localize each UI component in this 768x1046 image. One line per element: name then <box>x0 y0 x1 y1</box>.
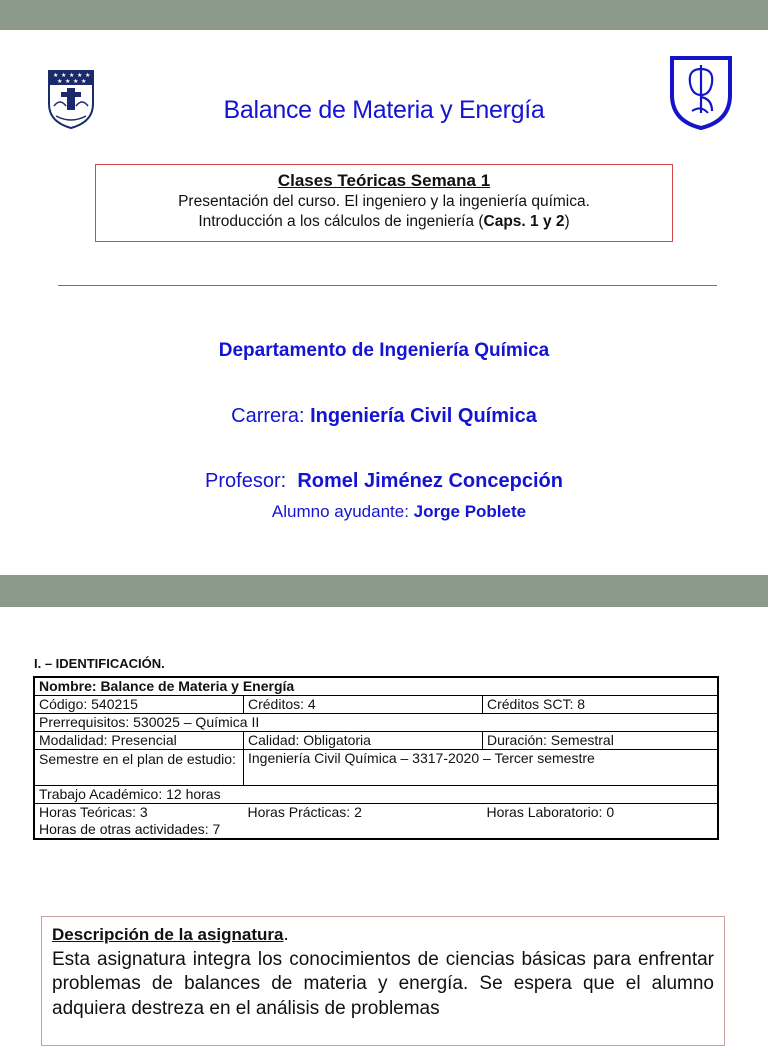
other-hours-cell: Horas de otras actividades: 7 <box>34 821 718 839</box>
course-name-cell: Nombre: Balance de Materia y Energía <box>34 677 718 696</box>
description-title: Descripción de la asignatura <box>52 925 284 944</box>
svg-text:★: ★ <box>85 72 91 79</box>
credits-cell: Créditos: 4 <box>244 696 483 714</box>
table-row <box>34 677 718 696</box>
professor-line <box>0 470 768 493</box>
practice-hours-cell: Horas Prácticas: 2 <box>244 804 483 822</box>
table-row <box>34 821 718 839</box>
theory-hours-cell: Horas Teóricas: 3 <box>34 804 244 822</box>
week-line-2-prefix: Introducción a los cálculos de ingeniería ( <box>198 213 484 230</box>
lab-hours-cell: Horas Laboratorio: 0 <box>483 804 719 822</box>
professor-label: Profesor: <box>205 470 298 492</box>
week-line-1: Presentación del curso. El ingeniero y la ingeniería química. <box>178 193 590 210</box>
faculty-monogram-icon <box>668 55 734 131</box>
svg-text:★: ★ <box>65 78 71 85</box>
middle-band <box>0 575 768 607</box>
prerequisites-cell: Prerrequisitos: 530025 – Química II <box>34 714 718 732</box>
assistant-value: Jorge Poblete <box>413 502 527 521</box>
slide-title: Balance de Materia y Energía <box>223 96 545 124</box>
sct-credits-cell: Créditos SCT: 8 <box>483 696 719 714</box>
svg-text:★: ★ <box>57 78 63 85</box>
table-row <box>34 786 718 804</box>
academic-work-cell: Trabajo Académico: 12 horas <box>34 786 718 804</box>
duration-cell: Duración: Semestral <box>483 732 719 750</box>
course-code-cell: Código: 540215 <box>34 696 244 714</box>
week-title: Clases Teóricas Semana 1 <box>277 171 491 190</box>
svg-text:★: ★ <box>73 78 79 85</box>
professor-value: Romel Jiménez Concepción <box>297 470 563 492</box>
table-row <box>34 804 718 822</box>
table-row <box>34 714 718 732</box>
department-name: Departamento de Ingeniería Química <box>218 340 550 361</box>
top-band <box>0 0 768 30</box>
assistant-label: Alumno ayudante: <box>271 502 414 521</box>
week-box <box>95 164 673 242</box>
description-box <box>41 916 725 1046</box>
quality-cell: Calidad: Obligatoria <box>244 732 483 750</box>
svg-text:★: ★ <box>61 72 67 79</box>
table-row <box>34 696 718 714</box>
semester-value-cell: Ingeniería Civil Química – 3317-2020 – Tercer semestre <box>244 750 719 786</box>
career-label: Carrera: <box>231 405 311 427</box>
svg-text:★: ★ <box>77 72 83 79</box>
svg-text:★: ★ <box>53 72 59 79</box>
description-text: Esta asignatura integra los conocimientos de ciencias básicas para enfrentar problemas de balances de materia y energía. Se espera que el alumno adquiera destreza en el análisis de problemas <box>52 948 714 1019</box>
week-chapters: Caps. 1 y 2 <box>483 213 565 230</box>
week-line-2 <box>96 212 672 232</box>
description-heading <box>52 923 714 948</box>
career-value: Ingeniería Civil Química <box>310 405 537 427</box>
red-divider <box>58 285 717 286</box>
week-line-2-suffix: ) <box>564 213 570 230</box>
assistant-line <box>0 502 768 522</box>
svg-text:★: ★ <box>81 78 87 85</box>
modality-cell: Modalidad: Presencial <box>34 732 244 750</box>
semester-label-cell: Semestre en el plan de estudio: <box>34 750 244 786</box>
table-row <box>34 732 718 750</box>
career-line <box>0 405 768 428</box>
identification-table <box>33 676 719 840</box>
identification-heading: I. – IDENTIFICACIÓN. <box>34 656 165 671</box>
description-title-suffix: . <box>283 924 289 945</box>
table-row <box>34 750 718 786</box>
svg-text:★: ★ <box>69 72 75 79</box>
